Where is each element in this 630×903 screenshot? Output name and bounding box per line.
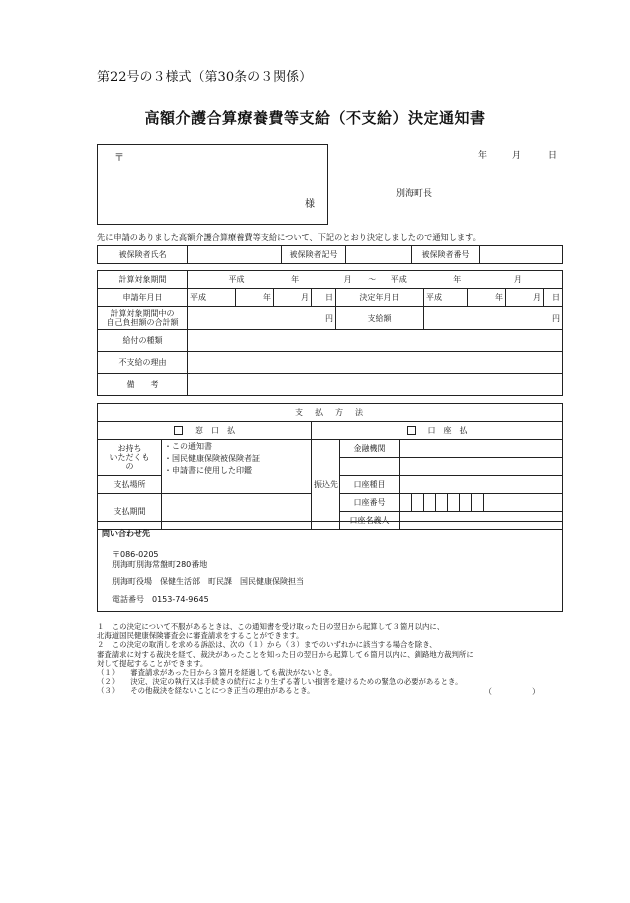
decision-month: 月 <box>506 289 544 307</box>
insured-number-field[interactable] <box>480 246 563 264</box>
period-end-year: 年 <box>453 275 462 284</box>
remarks-field[interactable] <box>188 374 563 396</box>
contact-phone: 電話番号 0153-74-9645 <box>112 595 209 604</box>
date-month-label: 月 <box>512 151 522 161</box>
payment-amount-label: 支給額 <box>336 307 424 330</box>
period-field[interactable] <box>188 271 563 289</box>
issuer-name: 別海町長 <box>396 189 433 199</box>
insured-name-label: 被保険者氏名 <box>98 246 188 264</box>
bank-field[interactable] <box>400 440 563 458</box>
account-payment-option[interactable] <box>312 422 563 440</box>
honorific-label: 様 <box>305 199 315 210</box>
items-to-bring-label-line2: いただくも <box>109 453 150 462</box>
account-number-digit[interactable] <box>436 494 448 512</box>
account-number-digit[interactable] <box>448 494 460 512</box>
account-number-spare[interactable] <box>484 494 563 512</box>
application-era: 平成 <box>188 289 236 307</box>
insured-name-field[interactable] <box>188 246 282 264</box>
note-line: （３） その他裁決を経ないことにつき正当の理由があるとき。 <box>97 686 315 696</box>
total-burden-label-line1: 計算対象期間中の <box>110 309 175 318</box>
counter-payment-label: 窓 口 払 <box>195 426 235 435</box>
postal-mark: 〒 <box>114 153 124 164</box>
account-holder-label: 口座名義人 <box>340 512 400 530</box>
bring-item: ・申請書に使用した印鑑 <box>164 466 252 475</box>
note-line: 審査請求に対する裁決を経て、裁決があったことを知った日の翌日から起算して６箇月以内に、釧路地方裁判所に <box>97 649 474 659</box>
payment-method-header: 支 払 方 法 <box>98 404 563 422</box>
account-number-digit[interactable] <box>412 494 424 512</box>
date-day-label: 日 <box>548 151 558 161</box>
period-start-month: 月 <box>343 275 352 284</box>
payment-type-field[interactable] <box>188 330 563 352</box>
total-burden-label <box>98 307 188 330</box>
bring-item: ・この通知書 <box>164 442 212 451</box>
payment-type-label: 給付の種類 <box>98 330 188 352</box>
contact-address: 別海町別海常盤町280番地 <box>112 560 208 569</box>
insured-symbol-label: 被保険者記号 <box>282 246 346 264</box>
decision-era: 平成 <box>424 289 468 307</box>
recipient-address-box[interactable] <box>97 144 328 225</box>
contact-postal: 〒086-0205 <box>112 550 159 559</box>
total-burden-yen: 円 <box>325 313 333 323</box>
remarks-label: 備 考 <box>98 374 188 396</box>
date-year-label: 年 <box>478 151 488 161</box>
period-start-era: 平成 <box>228 275 245 284</box>
issue-date <box>478 148 557 161</box>
payment-period-label: 支払期間 <box>98 494 162 530</box>
total-burden-label-line2: 自己負担額の合計額 <box>106 318 179 327</box>
account-number-digit[interactable] <box>460 494 472 512</box>
account-number-digit[interactable] <box>400 494 412 512</box>
insured-number-label: 被保険者番号 <box>412 246 480 264</box>
form-number: 第22号の３様式（第30条の３関係） <box>97 70 313 85</box>
period-tilde: ～ <box>368 275 377 284</box>
intro-text: 先に申請のありました高額介護合算療養費等支給について、下記のとおり決定しましたので通知します。 <box>97 232 481 242</box>
legal-notes <box>97 622 567 696</box>
note-line: ２ この決定の取消しを求める訴訟は、次の（１）から（３）までのいずれかに該当する場合を除き、 <box>97 640 437 650</box>
non-payment-reason-label: 不支給の理由 <box>98 352 188 374</box>
payment-place-label: 支払場所 <box>98 476 162 494</box>
account-type-field[interactable] <box>400 476 563 494</box>
application-month: 月 <box>274 289 312 307</box>
items-to-bring-label <box>98 440 162 476</box>
contact-office: 別海町役場 保健生活部 町民課 国民健康保険担当 <box>112 577 304 586</box>
period-start-year: 年 <box>291 275 300 284</box>
decision-day: 日 <box>544 289 563 307</box>
note-line: 対して提起することができます。 <box>97 658 208 668</box>
counter-payment-option[interactable] <box>98 422 312 440</box>
note-line: （１） 審査請求があった日から３箇月を経過しても裁決がないとき。 <box>97 668 337 678</box>
payment-amount-field[interactable] <box>424 307 563 330</box>
closing-parenthesis: （ ） <box>484 687 540 696</box>
bring-item: ・国民健康保険被保険者証 <box>164 454 260 463</box>
period-label: 計算対象期間 <box>98 271 188 289</box>
account-number-digit[interactable] <box>424 494 436 512</box>
counter-payment-checkbox-icon[interactable] <box>174 426 183 435</box>
details-table <box>97 270 563 396</box>
application-year: 年 <box>236 289 274 307</box>
items-to-bring-label-line1: お持ち <box>117 444 142 453</box>
payment-method-table <box>97 403 563 530</box>
non-payment-reason-field[interactable] <box>188 352 563 374</box>
application-date-label: 申請年月日 <box>98 289 188 307</box>
insured-table <box>97 245 563 264</box>
note-line: 北海道国民健康保険審査会に審査請求をすることができます。 <box>97 631 304 641</box>
account-number-label: 口座番号 <box>340 494 400 512</box>
note-line: （２） 決定、決定の執行又は手続きの続行により生ずる著しい損害を避けるための緊急の必要があるとき。 <box>97 677 463 687</box>
note-line: １ この決定について不服があるときは、この通知書を受け取った日の翌日から起算して３箇月以内に、 <box>97 622 445 631</box>
application-day: 日 <box>312 289 336 307</box>
contact-box <box>97 521 563 612</box>
account-payment-label: 口 座 払 <box>427 426 468 435</box>
total-burden-field[interactable] <box>188 307 336 330</box>
account-number-digit[interactable] <box>472 494 484 512</box>
bank-label-cont <box>340 458 400 476</box>
items-to-bring-list <box>162 440 312 494</box>
account-payment-checkbox-icon[interactable] <box>407 426 416 435</box>
account-type-label: 口座種目 <box>340 476 400 494</box>
bank-label: 金融機関 <box>340 440 400 458</box>
bank-field-2[interactable] <box>400 458 563 476</box>
contact-heading: 問い合わせ先 <box>102 529 150 538</box>
transfer-label: 振込先 <box>312 440 340 530</box>
decision-year: 年 <box>468 289 506 307</box>
items-to-bring-label-line3: の <box>125 462 134 471</box>
period-end-era: 平成 <box>390 275 407 284</box>
period-end-month: 月 <box>513 275 522 284</box>
payment-amount-yen: 円 <box>552 313 560 323</box>
decision-date-label: 決定年月日 <box>336 289 424 307</box>
insured-symbol-field[interactable] <box>346 246 412 264</box>
page-title: 高額介護合算療養費等支給（不支給）決定通知書 <box>144 109 486 127</box>
